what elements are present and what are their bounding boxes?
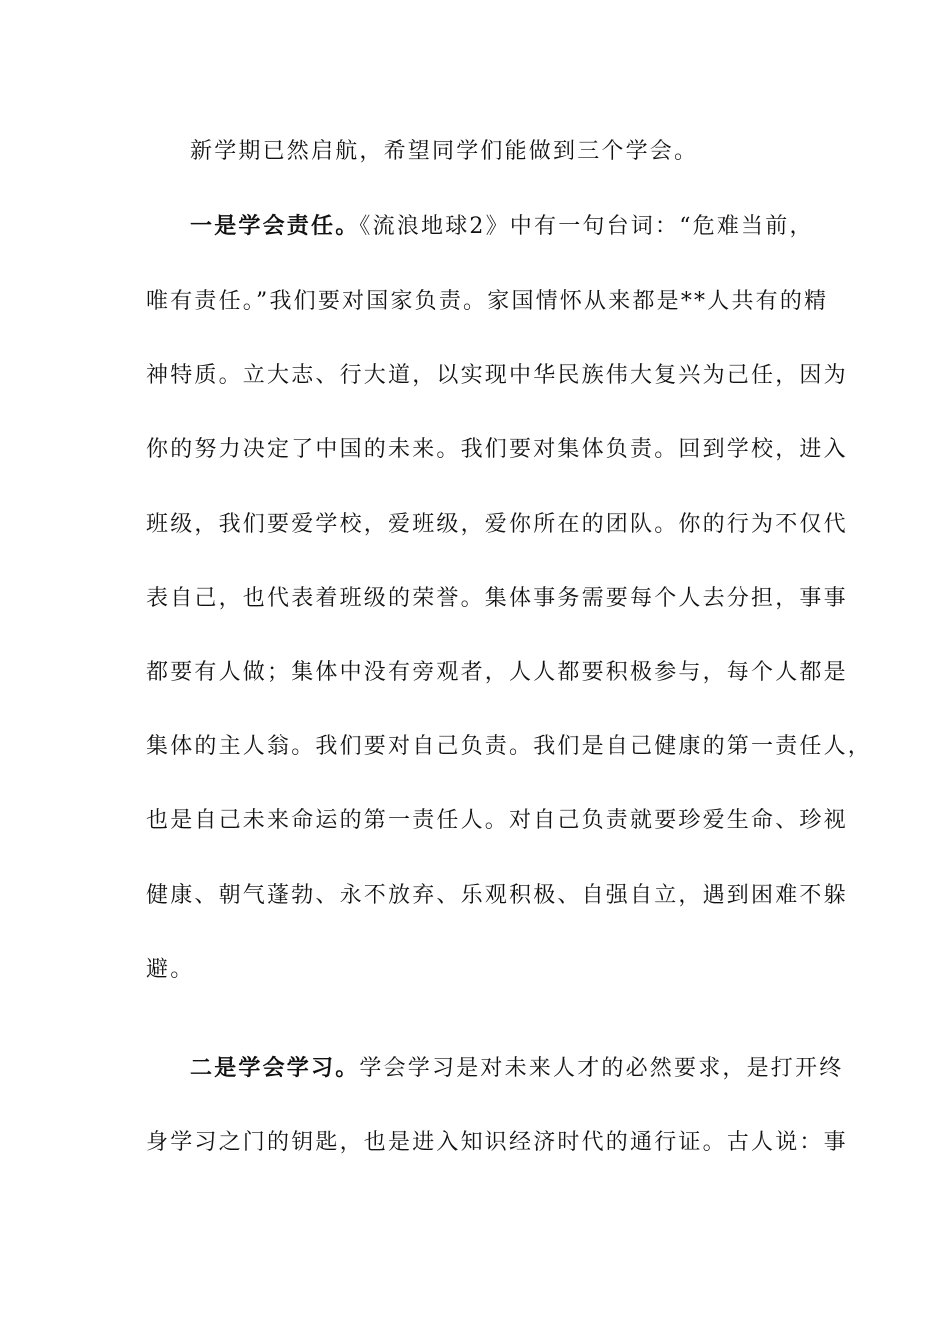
line-text: 避。 (146, 957, 195, 982)
paragraph-line (146, 583, 848, 615)
line-text: 身学习之门的钥匙，也是进入知识经济时代的通行证。古人说：事 (146, 1130, 848, 1155)
section-heading-responsibility: 一是学会责任。 (190, 214, 360, 239)
line-text: 集体的主人翁。我们要对自己负责。我们是自己健康的第一责任人， (146, 734, 873, 759)
paragraph-line (146, 434, 848, 466)
paragraph-responsibility-line (190, 211, 850, 243)
paragraph-line (146, 731, 873, 763)
paragraph-line (146, 954, 806, 986)
paragraph-line (146, 805, 848, 837)
paragraph-line (146, 1127, 848, 1159)
line-text: 新学期已然启航，希望同学们能做到三个学会。 (190, 139, 699, 164)
paragraph-line (146, 657, 848, 689)
line-text: 班级，我们要爱学校，爱班级，爱你所在的团队。你的行为不仅代 (146, 512, 848, 537)
line-text: 你的努力决定了中国的未来。我们要对集体负责。回到学校，进入 (146, 437, 848, 462)
line-text: 唯有责任。”我们要对国家负责。家国情怀从来都是**人共有的精 (146, 289, 829, 314)
section-heading-learning: 二是学会学习。 (190, 1056, 360, 1081)
line-text: 学会学习是对未来人才的必然要求，是打开终 (359, 1056, 844, 1081)
paragraph-intro-line (190, 136, 850, 168)
line-text: 健康、朝气蓬勃、永不放弃、乐观积极、自强自立，遇到困难不躲 (146, 883, 848, 908)
line-text: 神特质。立大志、行大道，以实现中华民族伟大复兴为己任，因为 (146, 363, 848, 388)
paragraph-learning-line (190, 1053, 850, 1085)
line-text: 都要有人做；集体中没有旁观者，人人都要积极参与，每个人都是 (146, 660, 848, 685)
paragraph-line (146, 880, 848, 912)
line-text: 也是自己未来命运的第一责任人。对自己负责就要珍爱生命、珍视 (146, 808, 848, 833)
line-text: 《流浪地球2》中有一句台词：“危难当前， (359, 214, 814, 239)
line-text: 表自己，也代表着班级的荣誉。集体事务需要每个人去分担，事事 (146, 586, 848, 611)
paragraph-line (146, 509, 848, 541)
paragraph-line (146, 286, 829, 318)
paragraph-line (146, 360, 848, 392)
